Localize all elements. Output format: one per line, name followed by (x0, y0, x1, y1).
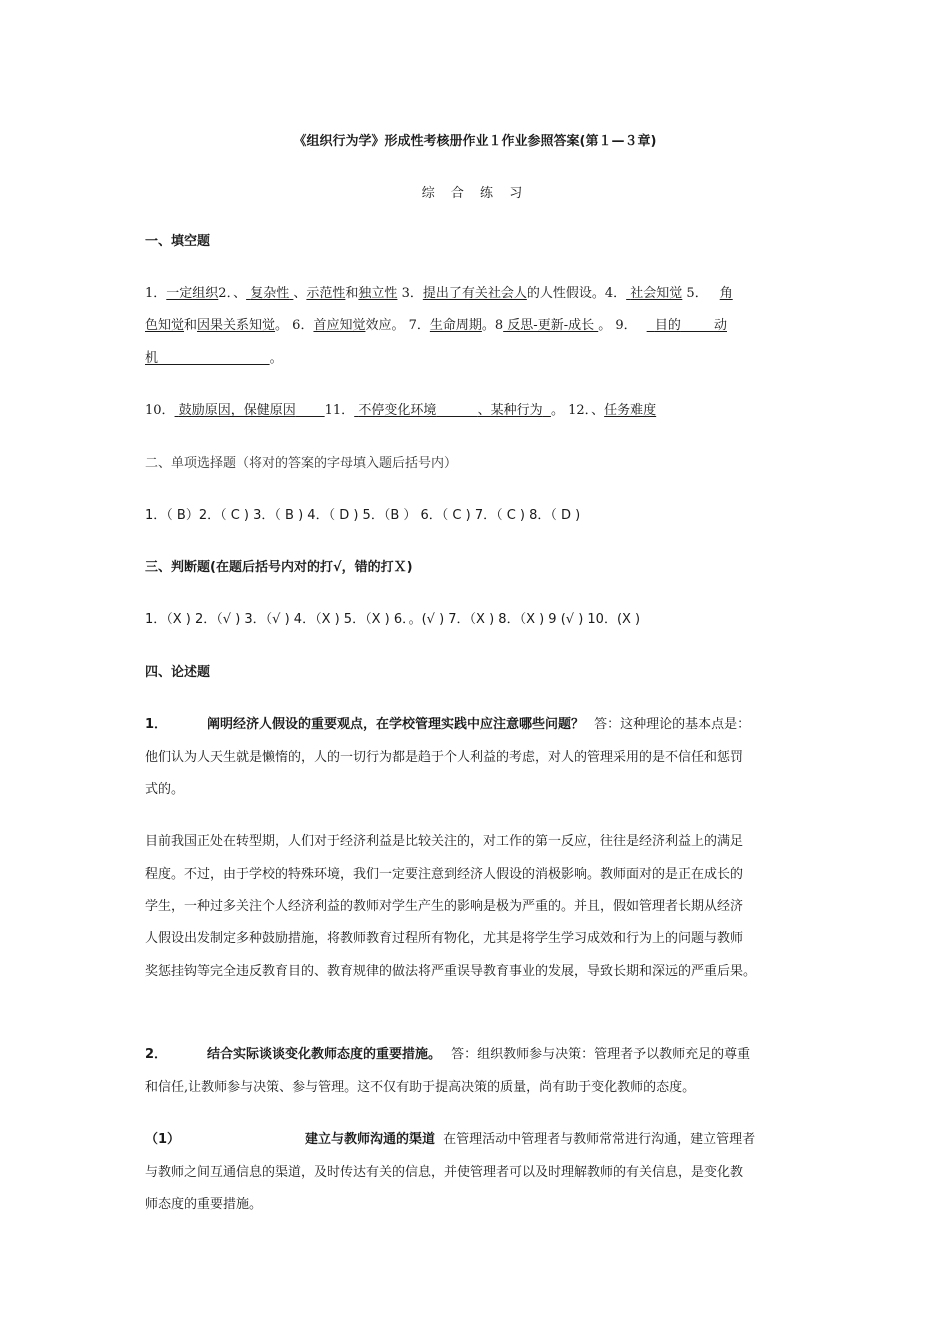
question-title: 阐明经济人假设的重要观点，在学校管理实践中应注意哪些问题？ (207, 717, 585, 732)
answer-blank: 鼓励原因，保健原因 (178, 403, 296, 418)
answer-blank: 独立性 (358, 286, 398, 301)
section-1-heading: 一、填空题 (145, 234, 211, 249)
item-text: 在管理活动中管理者与教师常常进行沟通，建立管理者 (443, 1132, 756, 1147)
question-1-para-2-line-2: 程度。不过，由于学校的特殊环境，我们一定要注意到经济人假设的消极影响。教师面对的是正在成长的 (145, 867, 744, 882)
answer-blank: 色知觉 (145, 318, 185, 333)
answer-blank: 反思-更新-成长 (503, 318, 599, 333)
text-segment: 2．、 (218, 286, 247, 301)
answer-blank: 复杂性 (250, 286, 290, 301)
answer-text: 答：这种理论的基本点是： (594, 717, 751, 732)
answer-blank: 首应知觉 (313, 318, 366, 333)
answer-blank: 生命周期 (429, 318, 482, 333)
text-segment: 5． (682, 286, 708, 301)
answer-blank: 角 (719, 286, 733, 301)
text-segment: 。 12．、 (550, 403, 605, 418)
answer-text: 答：组织教师参与决策：管理者予以教师充足的尊重 (451, 1047, 751, 1062)
item-title: 建立与教师沟通的渠道 (305, 1132, 436, 1147)
section-2-heading: 二、单项选择题（将对的答案的字母填入题后括号内） (145, 456, 458, 471)
question-1-para-2-line-3: 学生，一种过多关注个人经济利益的教师对学生产生的影响是极为严重的。并且，假如管理者长期从经济 (145, 899, 744, 914)
question-2-line-1 (145, 1046, 750, 1064)
answer-blank: 任务难度 (604, 403, 657, 418)
section-3-heading: 三、判断题(在题后括号内对的打√，错的打Ｘ) (145, 560, 413, 575)
item-1-line-3: 师态度的重要措施。 (145, 1197, 263, 1212)
text-segment: 3． (397, 286, 423, 301)
item-number: （1） (145, 1132, 181, 1147)
question-1-para-2-line-1: 目前我国正处在转型期，人们对于经济利益是比较关注的，对工作的第一反应，往往是经济利益上的满足 (145, 834, 744, 849)
item-1-line-2: 与教师之间互通信息的渠道，及时传达有关的信息，并使管理者可以及时理解教师的有关信息，是变化教 (145, 1165, 744, 1180)
answer-blank: 提出了有关社会人 (422, 286, 527, 301)
answer-blank: 不停变化环境 、某种行为 (358, 403, 543, 418)
question-number: 2． (145, 1047, 168, 1062)
section-2-answers: 1．（ B）2．（ C ) 3．（ B ) 4．（ D ) 5．（B ） 6．（ C ) 7．（ C ) 8．（ D ) (145, 508, 581, 523)
text-segment: 效应。 7． (365, 318, 430, 333)
question-1-para-2-line-4: 人假设出发制定多种鼓励措施，将教师教育过程所有物化，尤其是将学生学习成效和行为上的问题与教师 (145, 931, 744, 946)
text-segment: 。 9． (598, 318, 637, 333)
text-segment: 11． (324, 403, 355, 418)
question-number: 1． (145, 717, 168, 732)
document-subtitle: 综 合 练 习 (421, 186, 529, 201)
answer-blank: 一定组织 (166, 286, 219, 301)
text-segment: 10． (145, 403, 175, 418)
text-segment: 。 6． (275, 318, 314, 333)
document-title: 《组织行为学》形成性考核册作业１作业参照答案(第１—３章) (293, 134, 657, 149)
item-1-line-1 (145, 1131, 755, 1149)
question-1-para-2-line-5: 奖惩挂钩等完全违反教育目的、教育规律的做法将严重误导教育事业的发展，导致长期和深远的严重后果。 (145, 964, 757, 979)
fill-blank-line-4 (145, 402, 656, 420)
answer-blank: 示范性 (306, 286, 346, 301)
section-4-heading: 四、论述题 (145, 665, 211, 680)
question-1-line-2: 他们认为人天生就是懒惰的，人的一切行为都是趋于个人利益的考虑，对人的管理采用的是不信任和惩罚 (145, 750, 744, 765)
text-segment: 和 (184, 318, 198, 333)
fill-blank-line-2 (145, 317, 727, 335)
text-segment: 1． (145, 286, 167, 301)
answer-blank: 机 (145, 351, 159, 366)
question-1-line-1 (145, 716, 750, 734)
answer-blank: 社会知觉 (630, 286, 683, 301)
text-segment: 。 (269, 351, 283, 366)
question-title: 结合实际谈谈变化教师态度的重要措施。 (207, 1047, 442, 1062)
fill-blank-line-3 (145, 350, 283, 368)
text-segment: 。8 (481, 318, 504, 333)
question-2-line-2: 和信任,让教师参与决策、参与管理。这不仅有助于提高决策的质量，尚有助于变化教师的态度。 (145, 1080, 696, 1095)
section-3-answers: 1．（X ) 2．（√ ) 3．（√ ) 4．（X ) 5．（X ) 6．。(√ ) 7．（X ) 8．（X ) 9 (√ ) 10．(X ) (145, 612, 641, 627)
text-segment: 、 (293, 286, 307, 301)
answer-blank: 目的 动 (654, 318, 727, 333)
answer-blank: 因果关系知觉 (197, 318, 276, 333)
text-segment: 的人性假设。4． (526, 286, 627, 301)
text-segment: 和 (345, 286, 359, 301)
fill-blank-line-1 (145, 285, 733, 303)
question-1-line-3: 式的。 (145, 782, 185, 797)
